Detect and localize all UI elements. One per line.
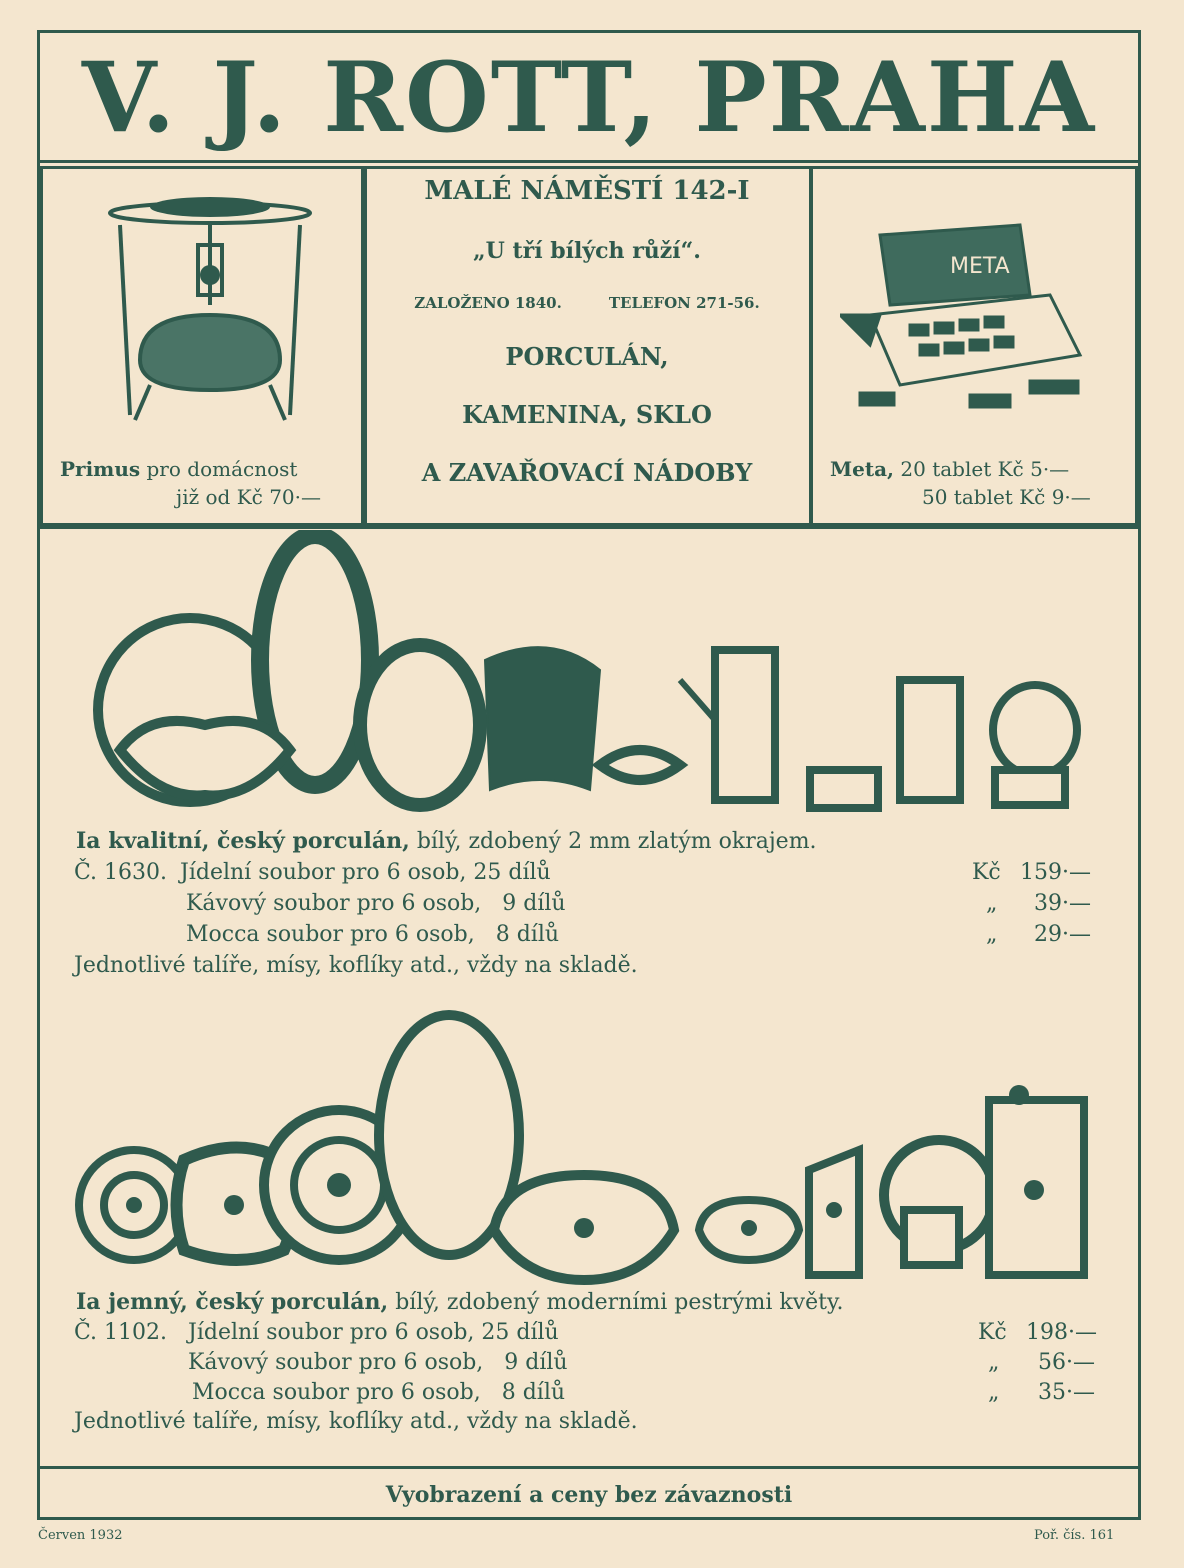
goods-line1: PORCULÁN, [505, 342, 669, 371]
founded: ZALOŽENO 1840. [414, 294, 562, 312]
section2-item-name: Jídelní soubor pro 6 osob, 25 dílů [188, 1320, 559, 1345]
section1-heading [76, 826, 817, 857]
section1-item-name: Mocca soubor pro 6 osob, 8 dílů [186, 922, 560, 947]
section1-heading-bold: Ia kvalitní, český porculán, [76, 828, 410, 854]
meta-line1: 20 tablet Kč 5·— [900, 457, 1070, 481]
section2-item-name: Kávový soubor pro 6 osob, 9 dílů [188, 1350, 568, 1375]
section1-item-name: Kávový soubor pro 6 osob, 9 dílů [186, 891, 566, 916]
primus-text1: pro domácnost [146, 457, 298, 481]
section2-item-name: Mocca soubor pro 6 osob, 8 dílů [192, 1380, 566, 1405]
porcelain-set-flower-decor-illustration [74, 1000, 1114, 1290]
primus-name: Primus [60, 457, 141, 481]
section2-heading-bold: Ia jemný, český porculán, [76, 1289, 389, 1315]
section2-item-currency: „ [988, 1350, 1000, 1375]
header-bottom-divider [40, 526, 1138, 529]
house-name: „U tří bílých růží“. [473, 238, 701, 264]
founded-phone [366, 294, 808, 312]
page-title: V. J. ROTT, PRAHA [81, 41, 1097, 154]
section1-item-price: 159·— [1020, 860, 1091, 885]
address: MALÉ NÁMĚSTÍ 142-I [424, 176, 750, 206]
section2-note: Jednotlivé talíře, mísy, koflíky atd., vždy na skladě. [74, 1409, 638, 1434]
center-info [366, 166, 808, 526]
primus-price: již od Kč 70·— [176, 485, 321, 509]
section1-note: Jednotlivé talíře, mísy, koflíky atd., vždy na skladě. [74, 953, 638, 978]
meta-package-label: META [950, 254, 1010, 279]
section2-number: Č. 1102. [74, 1320, 168, 1345]
section1-item-price: 29·— [1034, 922, 1091, 947]
primus-stove-illustration [90, 185, 330, 445]
goods-line2: KAMENINA, SKLO [462, 400, 712, 429]
section1-item-price: 39·— [1034, 891, 1091, 916]
section2-heading [76, 1287, 843, 1318]
section2-item-price: 198·— [1026, 1320, 1097, 1345]
serial-number: Poř. čís. 161 [1034, 1528, 1115, 1543]
footer-divider [40, 1466, 1138, 1469]
section1-item-currency: „ [986, 891, 998, 916]
section1-item-currency: „ [986, 922, 998, 947]
phone: TELEFON 271-56. [608, 294, 760, 312]
title-divider [40, 160, 1138, 163]
disclaimer: Vyobrazení a ceny bez závaznosti [385, 1482, 793, 1508]
porcelain-set-gold-rim-illustration [90, 530, 1100, 820]
issue-date: Červen 1932 [38, 1528, 123, 1543]
meta-tablets-illustration [840, 205, 1100, 425]
section2-item-currency: Kč [978, 1320, 1007, 1345]
meta-name: Meta, [830, 457, 895, 481]
meta-line2: 50 tablet Kč 9·— [922, 485, 1091, 509]
goods-line3: A ZAVAŘOVACÍ NÁDOBY [421, 458, 753, 487]
section1-item-name: Jídelní soubor pro 6 osob, 25 dílů [180, 860, 551, 885]
section1-number: Č. 1630. [74, 860, 168, 885]
primus-caption [60, 456, 297, 482]
section2-item-price: 56·— [1038, 1350, 1095, 1375]
section1-heading-rest: bílý, zdobený 2 mm zlatým okrajem. [416, 829, 817, 854]
section2-item-price: 35·— [1038, 1380, 1095, 1405]
meta-caption [830, 456, 1069, 482]
section2-item-currency: „ [988, 1380, 1000, 1405]
section2-heading-rest: bílý, zdobený moderními pestrými květy. [395, 1290, 844, 1315]
section1-item-currency: Kč [972, 860, 1001, 885]
